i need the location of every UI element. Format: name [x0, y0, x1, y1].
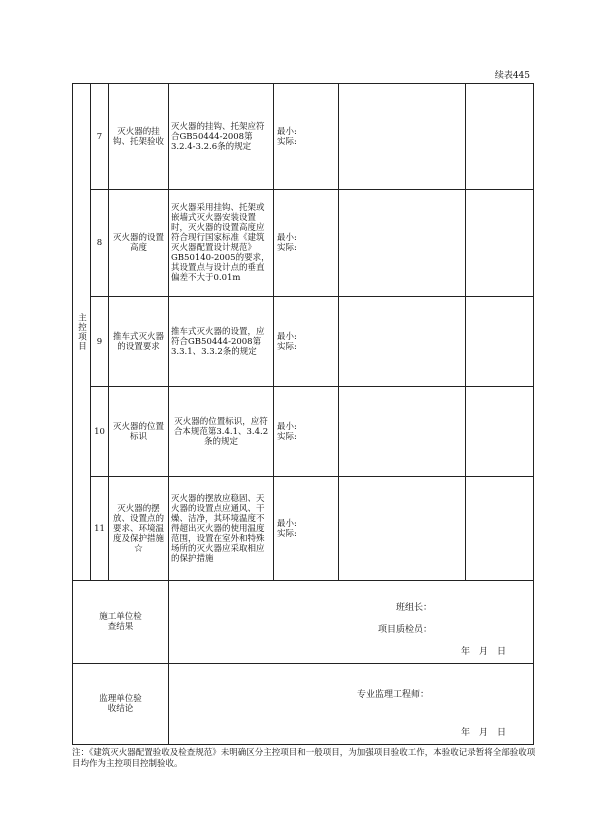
table-number: 续表445: [494, 71, 530, 81]
measurement-cell[interactable]: [274, 84, 339, 190]
section-label: 主控项目: [73, 84, 91, 581]
construction-row: [73, 581, 534, 664]
measurement-cell[interactable]: [274, 387, 339, 477]
construction-date: 年 月 日: [461, 647, 507, 657]
row-number: 11: [91, 477, 109, 581]
row-number: 9: [91, 297, 109, 387]
item-name: 灭火器的挂钩、托架验收: [109, 84, 169, 190]
requirement-text: 灭火器的摆放应稳固、天火器的设置点应通风、干燥、洁净，其环境温度不得超出灭火器的使用温度范围，设置在室外和特殊场所的灭火器应采取相应的保护措施: [169, 477, 274, 581]
item-name: 灭火器的位置标识: [109, 387, 169, 477]
supervision-row: [73, 664, 534, 745]
remark-cell[interactable]: [466, 190, 534, 297]
inspection-record-table: [72, 83, 534, 745]
actual-label: 实际:: [277, 528, 297, 539]
result-cell[interactable]: [339, 387, 466, 477]
measurement-cell[interactable]: [274, 297, 339, 387]
requirement-text: 灭火器采用挂钩、托架或嵌墙式灭火器安装设置时，灭火器的设置高度应符合现行国家标准《建筑灭火器配置设计规范》GB50140-2005的要求，其设置点与设计点的垂直偏差不大于0.01m: [169, 190, 274, 297]
measurement-cell[interactable]: [274, 190, 339, 297]
actual-label: 实际:: [277, 341, 297, 352]
remark-cell[interactable]: [466, 387, 534, 477]
result-cell[interactable]: [339, 297, 466, 387]
table-row: [73, 477, 534, 581]
actual-label: 实际:: [277, 431, 297, 442]
actual-label: 实际:: [277, 243, 297, 253]
actual-label: 实际:: [277, 136, 297, 147]
quality-inspector-label: 项目质检员：: [378, 625, 433, 635]
item-name: 推车式灭火器的设置要求: [109, 297, 169, 387]
min-label: 最小:: [277, 518, 297, 529]
min-label: 最小:: [277, 126, 297, 137]
row-number: 8: [91, 190, 109, 297]
team-leader-label: 班组长：: [396, 603, 433, 613]
table-row: [73, 297, 534, 387]
result-cell[interactable]: [339, 190, 466, 297]
remark-cell[interactable]: [466, 297, 534, 387]
row-number: 7: [91, 84, 109, 190]
construction-label-text: 施工单位检查结果: [99, 612, 142, 632]
requirement-text: 推车式灭火器的设置，应符合GB50444-2008第3.3.1、3.3.2条的规定: [169, 297, 274, 387]
item-name: 灭火器的设置高度: [109, 190, 169, 297]
construction-label: [73, 581, 169, 664]
table-row: [73, 190, 534, 297]
table-row: [73, 387, 534, 477]
min-label: 最小:: [277, 421, 297, 432]
supervision-date: 年 月 日: [461, 728, 507, 738]
supervision-label-text: 监理单位验收结论: [99, 694, 142, 714]
supervision-signature-area[interactable]: [169, 664, 534, 745]
measurement-cell[interactable]: [274, 477, 339, 581]
min-label: 最小:: [277, 233, 297, 243]
result-cell[interactable]: [339, 84, 466, 190]
supervision-label: [73, 664, 169, 745]
row-number: 10: [91, 387, 109, 477]
remark-cell[interactable]: [466, 84, 534, 190]
requirement-text: 灭火器的挂钩、托架应符合GB50444-2008第3.2.4-3.2.6条的规定: [169, 84, 274, 190]
footnote: 注：《建筑灭火器配置验收及检查规范》未明确区分主控项目和一般项目，为加强项目验收工作，本验收记录暂将全部验收项目均作为主控项目控制验收。: [72, 748, 536, 769]
min-label: 最小:: [277, 331, 297, 342]
remark-cell[interactable]: [466, 477, 534, 581]
result-cell[interactable]: [339, 477, 466, 581]
construction-signature-area[interactable]: [169, 581, 534, 664]
item-name: 灭火器的摆放、设置点的要求、环境温度及保护措施☆: [109, 477, 169, 581]
requirement-text: 灭火器的位置标识，应符合本规范第3.4.1、3.4.2条的规定: [169, 387, 274, 477]
table-row: [73, 84, 534, 190]
supervisor-engineer-label: 专业监理工程师：: [357, 690, 430, 700]
